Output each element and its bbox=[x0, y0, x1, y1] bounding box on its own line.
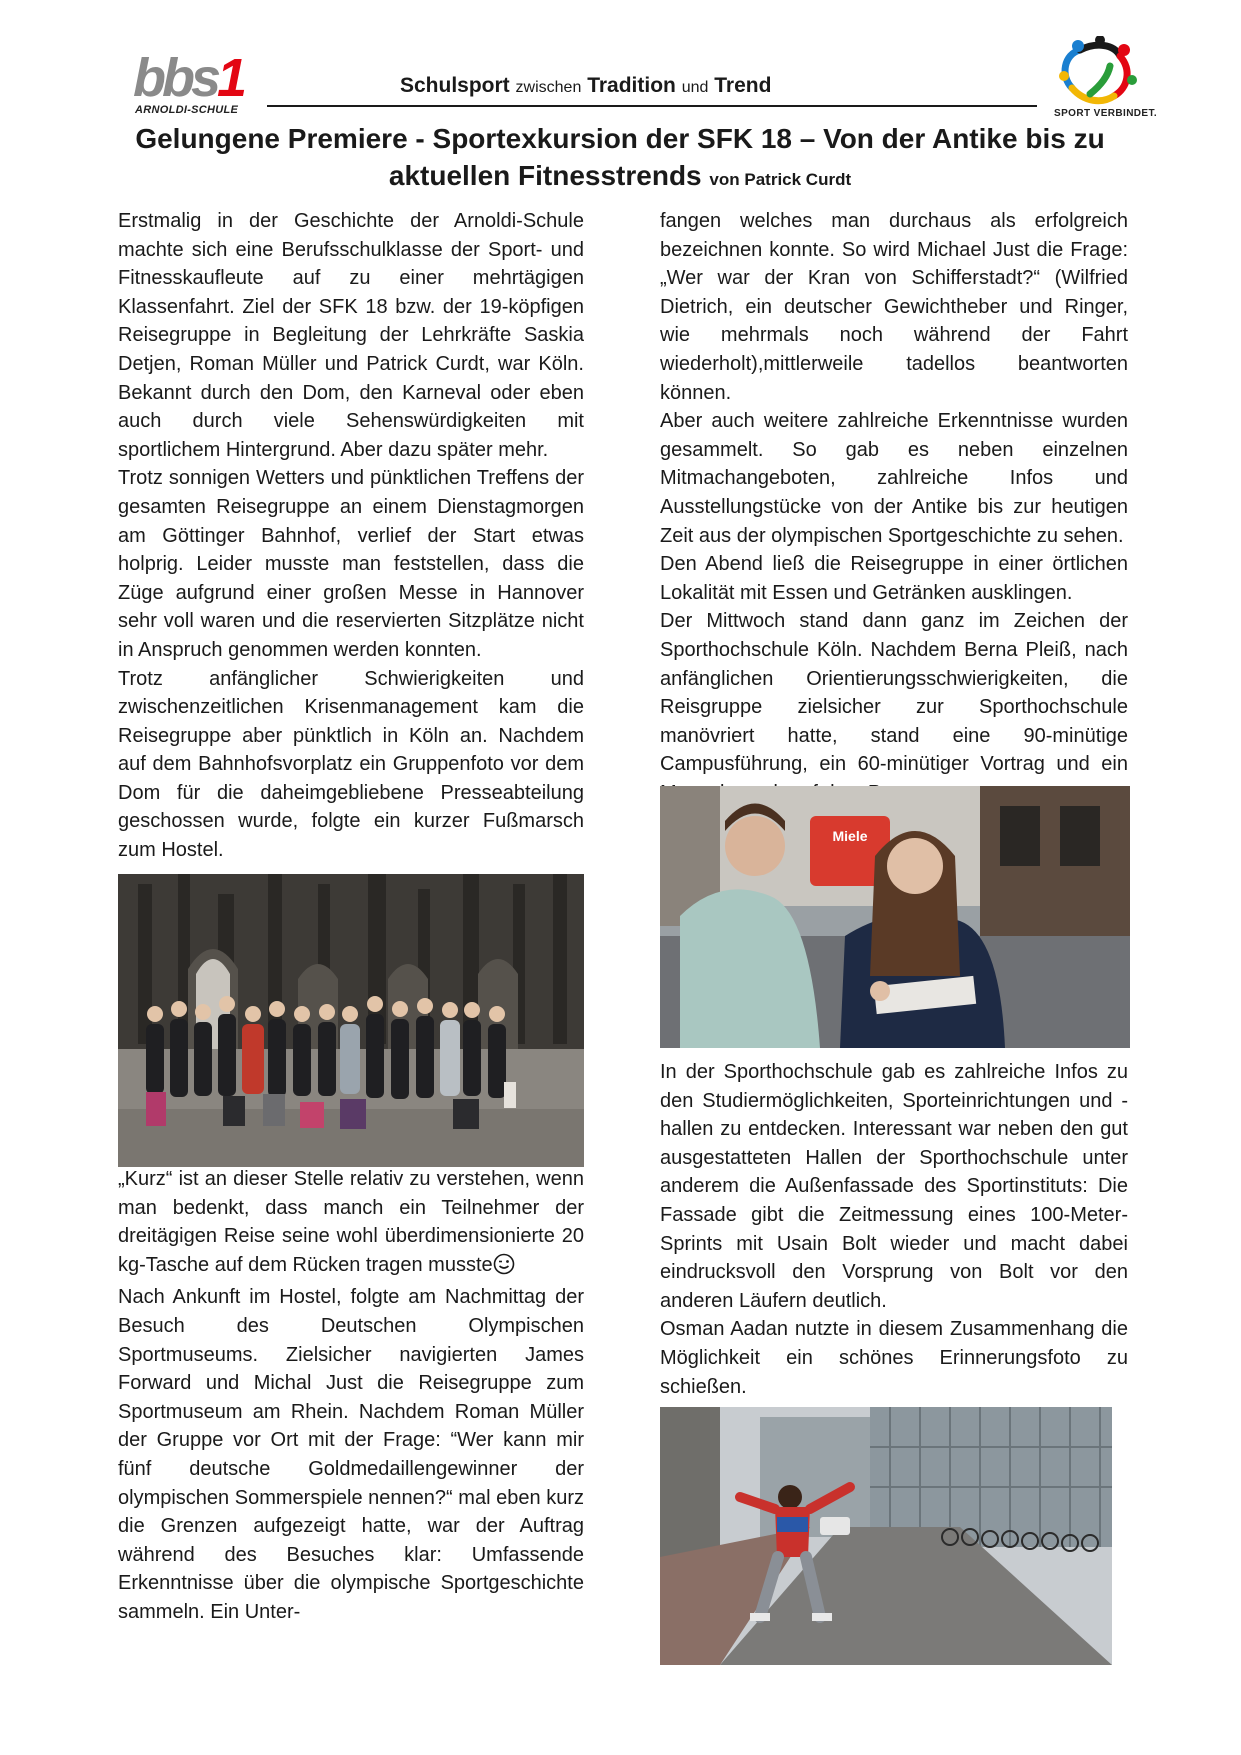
paragraph: fangen welches man durchaus als erfolgreich bezeichnen konnte. So wird Michael Just die Frage: „Wer war der Kran von Schifferstadt?“ (Wilfried Dietrich, ein deutscher Gewichtheber und Ringer, wie mehrmals noch während der Fahrt wiederholt),mittlerweile tadellos beantworten können. bbox=[660, 210, 1128, 404]
paragraph: „Kurz“ ist an dieser Stelle relativ zu verstehen, wenn man bedenkt, dass manch ein Teilnehmer der dreitägigen Reise seine wohl überdimensionierte 20 kg-Tasche auf dem Rücken tragen musste bbox=[118, 1165, 584, 1283]
left-column-bottom bbox=[118, 1165, 584, 1627]
paragraph: Trotz anfänglicher Schwierigkeiten und zwischenzeitlichen Krisenmanagement kam die Reisegruppe aber pünktlich in Köln an. Nachdem auf dem Bahnhofsvorplatz ein Gruppenfoto vor dem Dom für die daheimgebliebene Presseabteilung geschossen wurde, folgte ein kurzer Fußmarsch zum Hostel. bbox=[118, 667, 584, 862]
group-photo-cologne-cathedral bbox=[118, 874, 584, 1167]
right-column-bottom bbox=[660, 1058, 1128, 1401]
photo-usain-bolt-pose bbox=[660, 1407, 1112, 1665]
school-logo bbox=[133, 50, 263, 118]
paragraph: Aber auch weitere zahlreiche Erkenntnisse wurden gesammelt. So gab es neben einzelnen Mitmachangeboten, zahlreiche Infos und Ausstellungstücke von der Antike bis zur heutigen Zeit aus der olympischen Sportgeschichte zu sehen. bbox=[660, 410, 1128, 547]
header-rule bbox=[267, 105, 1037, 107]
paragraph: Der Mittwoch stand dann ganz im Zeichen der Sporthochschule Köln. Nachdem Berna Pleiß, nach anfänglichen Orientierungsschwierigkeiten, die Reisgruppe zielsicher zur Sporthochschule manövriert hatte, stand eine 90-minütige Campusführung, ein 60-minütiger Vortrag und ein bbox=[660, 610, 1128, 776]
sport-verbindet-emblem-icon bbox=[1050, 36, 1146, 108]
paragraph: Trotz sonnigen Wetters und pünktlichen Treffens der gesamten Reisegruppe an einem Dienstagmorgen am Göttinger Bahnhof, verlief der Start etwas holprig. Leider musste man feststellen, dass die Züge aufgrund einer großen Messe in Hannover sehr voll waren und die reservierten Sitzplätze nicht in Anspruch genommen werden konnten. bbox=[118, 467, 584, 661]
paragraph: Osman Aadan nutzte in diesem Zusammenhang die Möglichkeit ein schönes Erinnerungsfoto zu schießen. bbox=[660, 1318, 1128, 1398]
left-column-top bbox=[118, 207, 584, 865]
school-logo-subtitle: ARNOLDI-SCHULE bbox=[135, 104, 239, 116]
article-title-line-1: Gelungene Premiere - Sportexkursion der SFK 18 – Von der Antike bis zu bbox=[135, 123, 1105, 154]
paragraph: In der Sporthochschule gab es zahlreiche Infos zu den Studiermöglichkeiten, Sporteinrichtungen und -hallen zu entdecken. Interessant war neben den gut ausgestatteten Hallen der Sporthochschule unter anderem die Außenfassade des Sportinstituts: Die Fassade gibt die Zeitmessung eines 100-Meter-Sprints mit Usain Bolt wieder und macht dabei eindrucksvoll den Vorsprung von Bolt vor den anderen Läufern deutlich. bbox=[660, 1061, 1128, 1312]
right-column-top bbox=[660, 207, 1128, 807]
photo-students-with-map bbox=[660, 786, 1130, 1048]
article-title-line-2: aktuellen Fitnesstrends von Patrick Curdt bbox=[388, 160, 852, 191]
header-title: Schulsport zwischen Tradition und Trend bbox=[400, 74, 772, 97]
paragraph: Erstmalig in der Geschichte der Arnoldi-Schule machte sich eine Berufsschulklasse der Sport- und Fitnesskaufleute auf zu einer mehrtägigen Klassenfahrt. Ziel der SFK 18 bzw. der 19-köpfigen Reisegruppe in Begleitung der Lehrkräfte Saskia Detjen, Roman Müller und Patrick Curdt, war Köln. Bekannt durch den Dom, den Karneval oder eben auch durch viele Sehenswürdigkeiten mit sportlichem Hintergrund. Aber dazu später mehr. bbox=[118, 210, 584, 461]
paragraph: Nach Ankunft im Hostel, folgte am Nachmittag der Besuch des Deutschen Olympischen Sportmuseums. Zielsicher navigierten James Forward und Michal Just die Reisegruppe zum Sportmuseum am Rhein. Nachdem Roman Müller der Gruppe vor Ort mit der Frage: “Wer kann mir fünf deutsche Goldmedaillengewinner der olympischen Sommerspiele nennen?“ mal eben kurz die Grenzen aufgezeigt hatte, war der Auftrag während des Besuches klar: Umfassende Erkenntnisse über die olympische Sportgeschichte sammeln. Ein Unter- bbox=[118, 1286, 584, 1623]
article-byline: von Patrick Curdt bbox=[709, 170, 852, 189]
article-title bbox=[100, 120, 1140, 198]
winking-smiley-icon bbox=[493, 1253, 515, 1284]
paragraph: Den Abend ließ die Reisegruppe in einer örtlichen Lokalität mit Essen und Getränken ausklingen. bbox=[660, 553, 1128, 604]
school-logo-mark: bbs1 bbox=[133, 48, 244, 108]
sport-verbindet-logo bbox=[1050, 36, 1158, 122]
photo-sign-text: Miele bbox=[832, 828, 868, 844]
sport-verbindet-caption: SPORT VERBINDET. bbox=[1054, 108, 1158, 119]
